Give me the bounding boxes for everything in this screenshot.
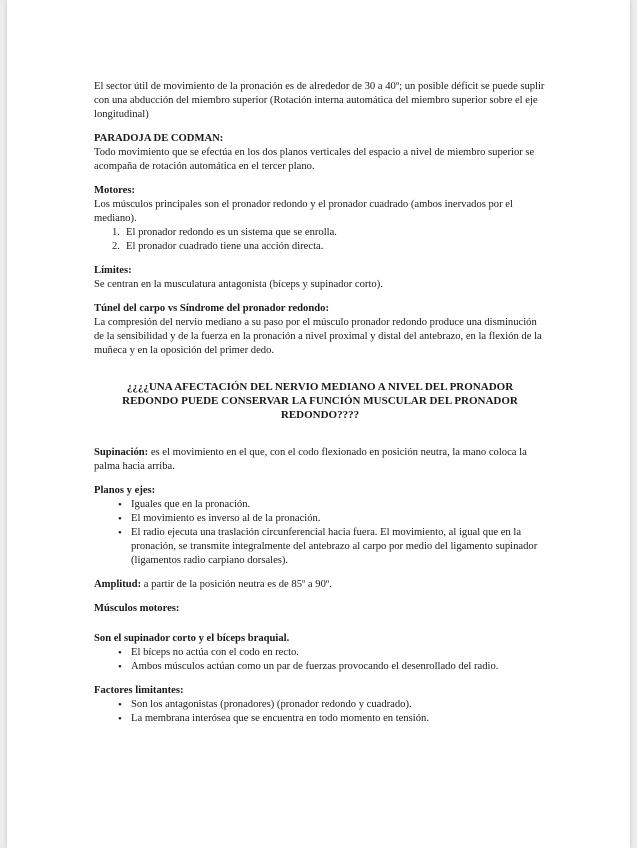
heading-codman: PARADOJA DE CODMAN: <box>94 133 224 144</box>
list-item: • Iguales que en la pronación. <box>94 498 546 512</box>
supinacion-text: es el movimiento en el que, con el codo flexionado en posición neutra, la mano coloca la palma hacia arriba. <box>94 447 527 472</box>
heading-factores: Factores limitantes: <box>94 685 184 696</box>
list-item: • Son los antagonistas (pronadores) (pronador redondo y cuadrado). <box>94 698 546 712</box>
list-text: El pronador cuadrado tiene una acción directa. <box>126 241 324 252</box>
paragraph-motores: Los músculos principales son el pronador redondo y el pronador cuadrado (ambos inervados por el mediano). <box>94 199 513 224</box>
heading-motores: Motores: <box>94 185 135 196</box>
list-item: • El movimiento es inverso al de la pronación. <box>94 512 546 526</box>
list-item <box>94 240 546 254</box>
list-item: • Ambos músculos actúan como un par de fuerzas provocando el desenrollado del radio. <box>94 660 546 674</box>
paragraph-amplitud <box>94 578 546 592</box>
list-item: • El bíceps no actúa con el codo en recto. <box>94 646 546 660</box>
heading-musculos: Músculos motores: <box>94 603 180 614</box>
heading-tunel: Túnel del carpo vs Síndrome del pronador redondo: <box>94 303 329 314</box>
paragraph-codman: Todo movimiento que se efectúa en los dos planos verticales del espacio a nivel de miembro superior se acompaña de rotación automática en el tercer plano. <box>94 147 535 172</box>
heading-planos: Planos y ejes: <box>94 485 156 496</box>
amplitud-label: Amplitud: <box>94 579 142 590</box>
list-item <box>94 226 546 240</box>
list-number: 1. <box>112 227 120 238</box>
list-text: El pronador redondo es un sistema que se enrolla. <box>126 227 337 238</box>
list-item: • El radio ejecuta una traslación circunferencial hacia fuera. El movimiento, al igual que en la pronación, se transmite integralmente del antebrazo al carpo por medio del ligamento supinador (ligamentos radio carpiano dorsales). <box>94 526 546 568</box>
paragraph-supinacion <box>94 446 546 474</box>
amplitud-text: a partir de la posición neutra es de 85º a 90º. <box>141 579 332 590</box>
supinacion-label: Supinación: <box>94 447 149 458</box>
document-page <box>7 0 630 848</box>
list-number: 2. <box>112 241 120 252</box>
heading-limites: Límites: <box>94 265 132 276</box>
musculos-list <box>94 646 546 674</box>
planos-list <box>94 498 546 568</box>
document-body <box>94 80 546 726</box>
subheading-musculos: Son el supinador corto y el bíceps braquial. <box>94 633 290 644</box>
paragraph-pronation-range: El sector útil de movimiento de la pronación es de alrededor de 30 a 40º; un posible déficit se puede suplir con una abducción del miembro superior (Rotación interna automática del miembro superior sobre el eje longitudinal) <box>94 81 545 120</box>
paragraph-tunel: La compresión del nervio mediano a su paso por el músculo pronador redondo produce una disminución de la sensibilidad y de la fuerza en la pronación a nivel proximal y distal del antebrazo, en la flexión de la muñeca y en la oposición del primer dedo. <box>94 317 542 356</box>
paragraph-limites: Se centran en la musculatura antagonista (bíceps y supinador corto). <box>94 279 383 290</box>
question-title: ¿¿¿¿UNA AFECTACIÓN DEL NERVIO MEDIANO A NIVEL DEL PRONADOR REDONDO PUEDE CONSERVAR LA FUNCIÓN MUSCULAR DEL PRONADOR REDONDO???? <box>122 381 518 421</box>
list-item: • La membrana interósea que se encuentra en todo momento en tensión. <box>94 712 546 726</box>
motores-list <box>94 226 546 254</box>
factores-list <box>94 698 546 726</box>
